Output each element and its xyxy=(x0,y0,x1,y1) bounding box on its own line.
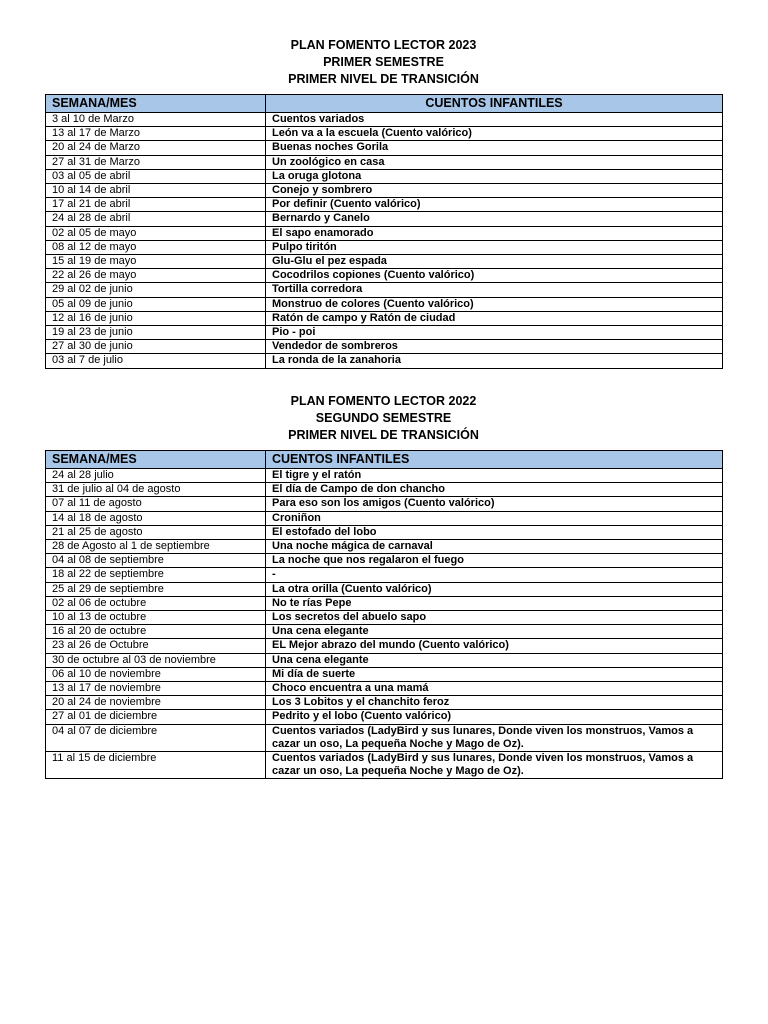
story-cell: Monstruo de colores (Cuento valórico) xyxy=(266,297,723,311)
table-row xyxy=(46,667,723,681)
week-cell: 27 al 30 de junio xyxy=(46,340,266,354)
story-cell: El tigre y el ratón xyxy=(266,469,723,483)
table-row xyxy=(46,639,723,653)
week-cell: 05 al 09 de junio xyxy=(46,297,266,311)
table-row xyxy=(46,141,723,155)
story-cell: Croniñon xyxy=(266,511,723,525)
story-cell: Pedrito y el lobo (Cuento valórico) xyxy=(266,710,723,724)
week-cell: 10 al 14 de abril xyxy=(46,184,266,198)
story-cell: El sapo enamorado xyxy=(266,226,723,240)
week-cell: 04 al 07 de diciembre xyxy=(46,724,266,751)
table-row xyxy=(46,752,723,779)
story-cell: Una cena elegante xyxy=(266,625,723,639)
week-cell: 15 al 19 de mayo xyxy=(46,255,266,269)
story-cell: La ronda de la zanahoria xyxy=(266,354,723,368)
table-row xyxy=(46,696,723,710)
week-cell: 29 al 02 de junio xyxy=(46,283,266,297)
table-row xyxy=(46,540,723,554)
table-row xyxy=(46,169,723,183)
week-cell: 3 al 10 de Marzo xyxy=(46,113,266,127)
story-cell: - xyxy=(266,568,723,582)
week-cell: 27 al 31 de Marzo xyxy=(46,155,266,169)
story-cell: Glu-Glu el pez espada xyxy=(266,255,723,269)
semester-title: SEGUNDO SEMESTRE xyxy=(315,411,452,425)
story-cell: No te rías Pepe xyxy=(266,596,723,610)
story-cell: Una cena elegante xyxy=(266,653,723,667)
table-row xyxy=(46,212,723,226)
week-cell: 17 al 21 de abril xyxy=(46,198,266,212)
table-row xyxy=(46,469,723,483)
week-cell: 30 de octubre al 03 de noviembre xyxy=(46,653,266,667)
level-title: PRIMER NIVEL DE TRANSICIÓN xyxy=(288,72,479,86)
plan-title: PLAN FOMENTO LECTOR 2022 xyxy=(290,394,477,408)
week-cell: 25 al 29 de septiembre xyxy=(46,582,266,596)
schedule-table xyxy=(45,94,723,369)
week-cell: 03 al 7 de julio xyxy=(46,354,266,368)
table-row xyxy=(46,497,723,511)
story-cell: Choco encuentra a una mamá xyxy=(266,682,723,696)
table-row xyxy=(46,184,723,198)
table-row xyxy=(46,155,723,169)
story-cell: Los 3 Lobitos y el chanchito feroz xyxy=(266,696,723,710)
week-cell: 28 de Agosto al 1 de septiembre xyxy=(46,540,266,554)
week-cell: 14 al 18 de agosto xyxy=(46,511,266,525)
level-title: PRIMER NIVEL DE TRANSICIÓN xyxy=(288,428,479,442)
week-cell: 10 al 13 de octubre xyxy=(46,611,266,625)
table-header-row xyxy=(46,95,723,113)
story-cell: Una noche mágica de carnaval xyxy=(266,540,723,554)
week-cell: 12 al 16 de junio xyxy=(46,311,266,325)
week-cell: 03 al 05 de abril xyxy=(46,169,266,183)
story-cell: Ratón de campo y Ratón de ciudad xyxy=(266,311,723,325)
story-cell: Cuentos variados (LadyBird y sus lunares, Donde viven los monstruos, Vamos a cazar un oso, La pequeña Noche y Mago de Oz). xyxy=(266,752,723,779)
week-cell: 27 al 01 de diciembre xyxy=(46,710,266,724)
table-row xyxy=(46,611,723,625)
table-row xyxy=(46,311,723,325)
story-cell: Cuentos variados xyxy=(266,113,723,127)
table-row xyxy=(46,596,723,610)
week-cell: 21 al 25 de agosto xyxy=(46,525,266,539)
story-cell: Tortilla corredora xyxy=(266,283,723,297)
table-row xyxy=(46,340,723,354)
table-header-row xyxy=(46,451,723,469)
table-row xyxy=(46,269,723,283)
table-row xyxy=(46,198,723,212)
header-stories: CUENTOS INFANTILES xyxy=(266,95,723,113)
story-cell: El día de Campo de don chancho xyxy=(266,483,723,497)
table-row xyxy=(46,554,723,568)
story-cell: Un zoológico en casa xyxy=(266,155,723,169)
week-cell: 06 al 10 de noviembre xyxy=(46,667,266,681)
semester-title: PRIMER SEMESTRE xyxy=(323,55,444,69)
table-row xyxy=(46,255,723,269)
week-cell: 07 al 11 de agosto xyxy=(46,497,266,511)
week-cell: 18 al 22 de septiembre xyxy=(46,568,266,582)
week-cell: 24 al 28 de abril xyxy=(46,212,266,226)
week-cell: 23 al 26 de Octubre xyxy=(46,639,266,653)
table-row xyxy=(46,653,723,667)
table-row xyxy=(46,682,723,696)
week-cell: 24 al 28 julio xyxy=(46,469,266,483)
table-row xyxy=(46,483,723,497)
story-cell: León va a la escuela (Cuento valórico) xyxy=(266,127,723,141)
table-row xyxy=(46,297,723,311)
week-cell: 13 al 17 de noviembre xyxy=(46,682,266,696)
story-cell: La otra orilla (Cuento valórico) xyxy=(266,582,723,596)
week-cell: 16 al 20 de octubre xyxy=(46,625,266,639)
story-cell: Cocodrilos copiones (Cuento valórico) xyxy=(266,269,723,283)
week-cell: 22 al 26 de mayo xyxy=(46,269,266,283)
schedule-table xyxy=(45,450,723,779)
story-cell: La oruga glotona xyxy=(266,169,723,183)
story-cell: El estofado del lobo xyxy=(266,525,723,539)
week-cell: 20 al 24 de Marzo xyxy=(46,141,266,155)
table-row xyxy=(46,240,723,254)
header-week: SEMANA/MES xyxy=(46,95,266,113)
week-cell: 08 al 12 de mayo xyxy=(46,240,266,254)
table-row xyxy=(46,354,723,368)
story-cell: Vendedor de sombreros xyxy=(266,340,723,354)
table-row xyxy=(46,283,723,297)
week-cell: 19 al 23 de junio xyxy=(46,326,266,340)
table-row xyxy=(46,568,723,582)
table-row xyxy=(46,127,723,141)
section-titles xyxy=(45,393,722,444)
table-row xyxy=(46,511,723,525)
story-cell: Pulpo tiritón xyxy=(266,240,723,254)
table-row xyxy=(46,525,723,539)
section-first-semester xyxy=(45,37,722,369)
table-row xyxy=(46,582,723,596)
section-second-semester xyxy=(45,393,722,779)
week-cell: 02 al 05 de mayo xyxy=(46,226,266,240)
table-row xyxy=(46,710,723,724)
story-cell: Cuentos variados (LadyBird y sus lunares, Donde viven los monstruos, Vamos a cazar un oso, La pequeña Noche y Mago de Oz). xyxy=(266,724,723,751)
table-row xyxy=(46,724,723,751)
table-row xyxy=(46,226,723,240)
story-cell: Por definir (Cuento valórico) xyxy=(266,198,723,212)
header-week: SEMANA/MES xyxy=(46,451,266,469)
week-cell: 04 al 08 de septiembre xyxy=(46,554,266,568)
week-cell: 13 al 17 de Marzo xyxy=(46,127,266,141)
story-cell: Pio - poi xyxy=(266,326,723,340)
plan-title: PLAN FOMENTO LECTOR 2023 xyxy=(290,38,477,52)
story-cell: Buenas noches Gorila xyxy=(266,141,723,155)
week-cell: 20 al 24 de noviembre xyxy=(46,696,266,710)
header-stories: CUENTOS INFANTILES xyxy=(266,451,723,469)
story-cell: Mi día de suerte xyxy=(266,667,723,681)
table-row xyxy=(46,113,723,127)
section-titles xyxy=(45,37,722,88)
table-row xyxy=(46,625,723,639)
week-cell: 02 al 06 de octubre xyxy=(46,596,266,610)
story-cell: La noche que nos regalaron el fuego xyxy=(266,554,723,568)
story-cell: Bernardo y Canelo xyxy=(266,212,723,226)
story-cell: Para eso son los amigos (Cuento valórico) xyxy=(266,497,723,511)
story-cell: Los secretos del abuelo sapo xyxy=(266,611,723,625)
story-cell: Conejo y sombrero xyxy=(266,184,723,198)
week-cell: 11 al 15 de diciembre xyxy=(46,752,266,779)
story-cell: EL Mejor abrazo del mundo (Cuento valórico) xyxy=(266,639,723,653)
week-cell: 31 de julio al 04 de agosto xyxy=(46,483,266,497)
table-row xyxy=(46,326,723,340)
